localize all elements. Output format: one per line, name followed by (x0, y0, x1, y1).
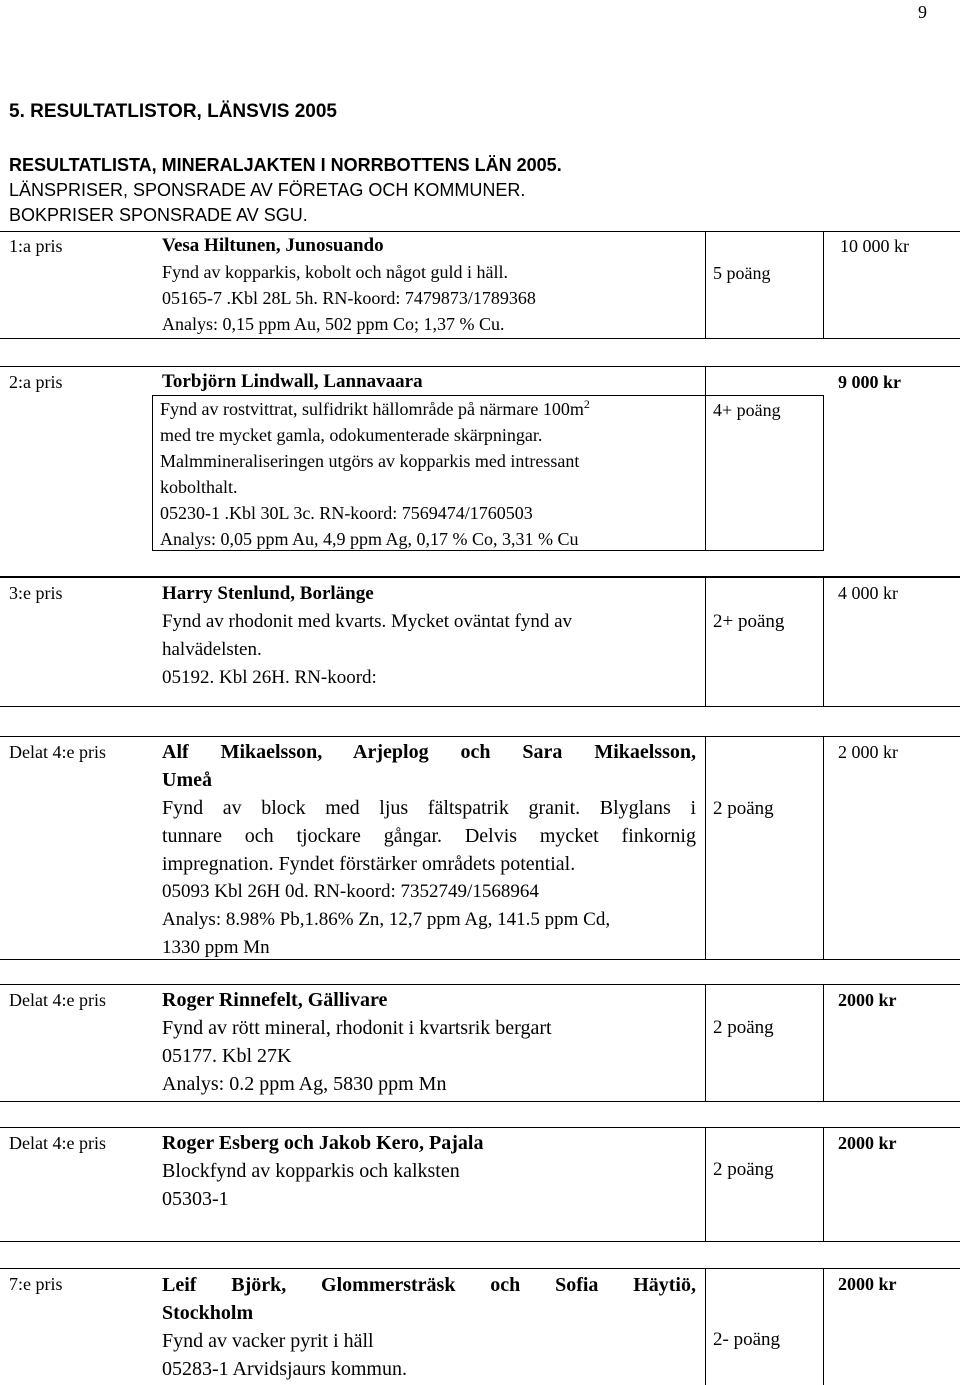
table-rule (0, 1268, 960, 1269)
table-rule (705, 231, 706, 339)
table-rule (823, 577, 824, 707)
prize: 9 000 kr (838, 372, 901, 392)
winner-name: Torbjörn Lindwall, Lannavaara (162, 371, 423, 392)
superscript: 2 (583, 397, 590, 411)
place-label: 2:a pris (9, 372, 63, 392)
table-rule (0, 1241, 960, 1242)
table-rule (0, 1101, 960, 1102)
prize: 4 000 kr (838, 583, 898, 603)
intro-line: BOKPRISER SPONSRADE AV SGU. (9, 205, 308, 225)
winner-name: Vesa Hiltunen, Junosuando (162, 235, 384, 256)
description-line: 05165-7 .Kbl 28L 5h. RN-koord: 7479873/1789368 (162, 288, 536, 308)
description-line: 05192. Kbl 26H. RN-koord: (162, 667, 377, 688)
description-line: 1330 ppm Mn (162, 937, 270, 958)
description-line: Blockfynd av kopparkis och kalksten (162, 1160, 460, 1182)
table-rule (823, 1268, 824, 1385)
table-rule (705, 1268, 706, 1385)
table-rule (705, 366, 706, 551)
entry-description (162, 738, 696, 962)
description-text: Fynd av rostvittrat, sulfidrikt hällområde på närmare 100m (160, 399, 584, 419)
prize: 2000 kr (838, 990, 897, 1010)
points: 2 poäng (713, 1159, 774, 1180)
table-rule (0, 706, 960, 707)
table-rule (823, 736, 824, 960)
table-rule (705, 1127, 706, 1242)
table-rule (705, 984, 706, 1102)
winner-name: Leif Björk, Glommersträsk och Sofia Häytiö, (162, 1274, 696, 1296)
description-line: Analys: 8.98% Pb,1.86% Zn, 12,7 ppm Ag, 141.5 ppm Cd, (162, 909, 611, 930)
table-rule (0, 366, 960, 367)
place-label: Delat 4:e pris (9, 990, 106, 1010)
place-label: Delat 4:e pris (9, 742, 106, 762)
winner-name: Roger Rinnefelt, Gällivare (162, 989, 388, 1011)
intro-line: RESULTATLISTA, MINERALJAKTEN I NORRBOTTENS LÄN 2005. (9, 155, 562, 175)
place-label: 7:e pris (9, 1274, 63, 1294)
entry-description (162, 580, 572, 692)
description-line: Analys: 0,15 ppm Au, 502 ppm Co; 1,37 % Cu. (162, 314, 505, 334)
table-rule (823, 395, 824, 550)
table-rule (705, 736, 706, 960)
table-rule (705, 577, 706, 707)
entry-description (162, 1271, 696, 1383)
table-rule (823, 1127, 824, 1242)
description-line: med tre mycket gamla, odokumenterade skärpningar. (160, 425, 543, 445)
prize: 2 000 kr (838, 742, 898, 762)
intro-text (9, 153, 562, 228)
description-line: tunnare och tjockare gångar. Delvis mycket finkornig (162, 825, 696, 847)
page-number: 9 (918, 2, 927, 22)
intro-line: LÄNSPRISER, SPONSRADE AV FÖRETAG OCH KOMMUNER. (9, 180, 526, 200)
description-line: Analys: 0.2 ppm Ag, 5830 ppm Mn (162, 1073, 447, 1095)
winner-name: Harry Stenlund, Borlänge (162, 583, 374, 604)
winner-name: Alf Mikaelsson, Arjeplog och Sara Mikaelsson, (162, 741, 696, 763)
description-line: Malmmineraliseringen utgörs av kopparkis med intressant (160, 451, 580, 471)
description-line: Analys: 0,05 ppm Au, 4,9 ppm Ag, 0,17 % Co, 3,31 % Cu (160, 529, 579, 549)
entry-description (162, 986, 552, 1098)
table-rule (152, 395, 153, 550)
prize: 10 000 kr (840, 236, 909, 256)
description-line: halvädelsten. (162, 639, 262, 660)
description-line: Fynd av rhodonit med kvarts. Mycket oväntat fynd av (162, 611, 573, 632)
description-line: impregnation. Fyndet förstärker områdets potential. (162, 853, 576, 875)
points: 2+ poäng (713, 611, 785, 632)
place-label: 3:e pris (9, 583, 63, 603)
points: 4+ poäng (713, 400, 781, 420)
description-line: Fynd av kopparkis, kobolt och något guld i häll. (162, 262, 508, 282)
description-line: Fynd av block med ljus fältspatrik granit. Blyglans i (162, 797, 696, 819)
prize: 2000 kr (838, 1274, 897, 1294)
points: 2 poäng (713, 798, 774, 819)
place-label: 1:a pris (9, 236, 63, 256)
table-rule (823, 984, 824, 1102)
entry-description (162, 1129, 483, 1213)
winner-name: Roger Esberg och Jakob Kero, Pajala (162, 1132, 484, 1154)
description-line: 05283-1 Arvidsjaurs kommun. (162, 1358, 407, 1380)
entry-description (160, 396, 590, 552)
winner-name-cont: Stockholm (162, 1302, 254, 1324)
description-line: 05177. Kbl 27K (162, 1045, 292, 1067)
points: 2- poäng (713, 1329, 781, 1350)
table-rule (0, 338, 960, 339)
description-line: Fynd av rött mineral, rhodonit i kvartsrik bergart (162, 1017, 552, 1039)
table-rule (0, 1127, 960, 1128)
table-rule (0, 231, 960, 232)
points: 2 poäng (713, 1017, 774, 1038)
points: 5 poäng (713, 263, 771, 283)
table-rule (0, 736, 960, 737)
table-rule (0, 984, 960, 985)
section-heading: 5. RESULTATLISTOR, LÄNSVIS 2005 (9, 101, 337, 122)
table-rule (823, 231, 824, 339)
description-line: 05230-1 .Kbl 30L 3c. RN-koord: 7569474/1760503 (160, 503, 533, 523)
place-label: Delat 4:e pris (9, 1133, 106, 1153)
description-line: 05303-1 (162, 1188, 229, 1210)
table-rule (0, 576, 960, 578)
entry-description (162, 233, 536, 337)
prize: 2000 kr (838, 1133, 897, 1153)
description-line: 05093 Kbl 26H 0d. RN-koord: 7352749/1568964 (162, 881, 539, 902)
description-line: Fynd av vacker pyrit i häll (162, 1330, 374, 1352)
winner-name-cont: Umeå (162, 769, 212, 791)
description-line (160, 396, 590, 422)
description-line: kobolthalt. (160, 477, 238, 497)
